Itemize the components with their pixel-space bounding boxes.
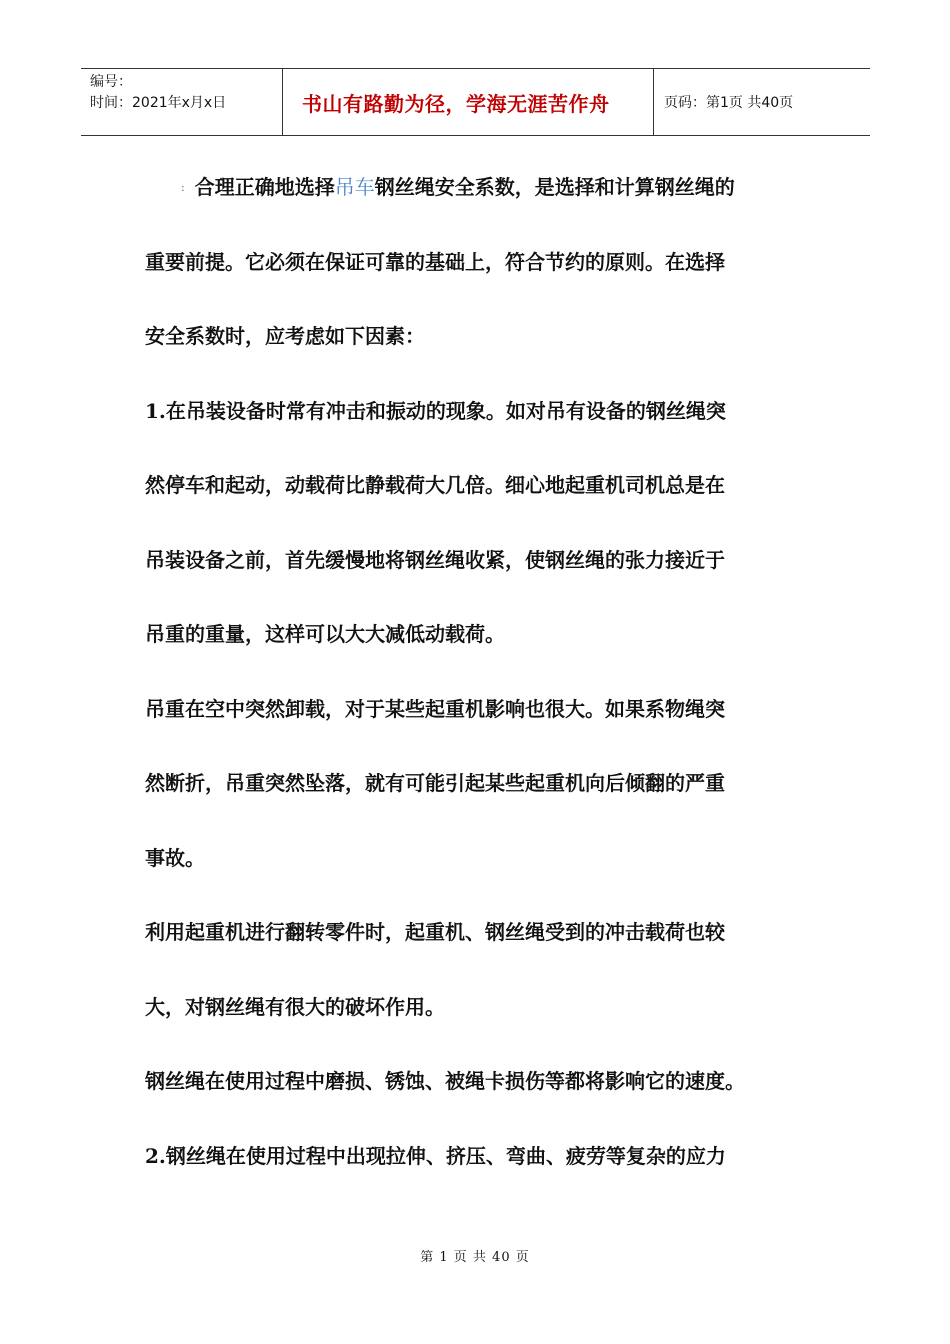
header-motto: 书山有路勤为径，学海无涯苦作舟: [282, 69, 654, 135]
text-segment: 合理正确地选择: [194, 175, 335, 199]
paragraph-line: 然停车和起动，动载荷比静载荷大几倍。细心地起重机司机总是在: [145, 473, 725, 497]
number-label: 编号：: [90, 74, 132, 90]
paragraph-line: 吊装设备之前，首先缓慢地将钢丝绳收紧，使钢丝绳的张力接近于: [145, 547, 725, 572]
paragraph-line: 钢丝绳在使用过程中磨损、锈蚀、被绳卡损伤等都将影响它的速度。: [145, 1069, 745, 1093]
text-segment: 钢丝绳安全系数，是选择和计算钢丝绳的: [374, 175, 735, 199]
paragraph-line: 吊重在空中突然卸载，对于某些起重机影响也很大。如果系物绳突: [145, 696, 725, 721]
paragraph-line: 然断折，吊重突然坠落，就有可能引起某些起重机向后倾翻的严重: [145, 771, 725, 795]
paragraph-line: 吊重的重量，这样可以大大减低动载荷。: [145, 622, 505, 646]
paragraph-line: 事故。: [145, 845, 205, 870]
paragraph-line: 安全系数时，应考虑如下因素：: [145, 324, 425, 348]
paragraph-line: 大，对钢丝绳有很大的破坏作用。: [145, 994, 445, 1019]
header-meta: [81, 69, 282, 135]
header-page-info: 页码：第1页 共40页: [664, 95, 794, 111]
paragraph-line: 重要前提。它必须在保证可靠的基础上，符合节约的原则。在选择: [145, 249, 725, 274]
paragraph-line: 2.钢丝绳在使用过程中出现拉伸、挤压、弯曲、疲劳等复杂的应力: [145, 1143, 726, 1168]
date-label: 时间：2021年x月x日: [90, 95, 227, 111]
paragraph-line: [145, 150, 825, 225]
crane-link[interactable]: 吊车: [334, 175, 375, 199]
page-footer: 第 1 页 共 40 页: [420, 1250, 530, 1265]
document-body: [145, 150, 825, 1193]
document-header: [81, 68, 870, 136]
paragraph-line: 利用起重机进行翻转零件时，起重机、钢丝绳受到的冲击载荷也较: [145, 920, 725, 944]
paragraph-mark: :: [181, 181, 185, 195]
paragraph-line: 1.在吊装设备时常有冲击和振动的现象。如对吊有设备的钢丝绳突: [145, 398, 726, 423]
